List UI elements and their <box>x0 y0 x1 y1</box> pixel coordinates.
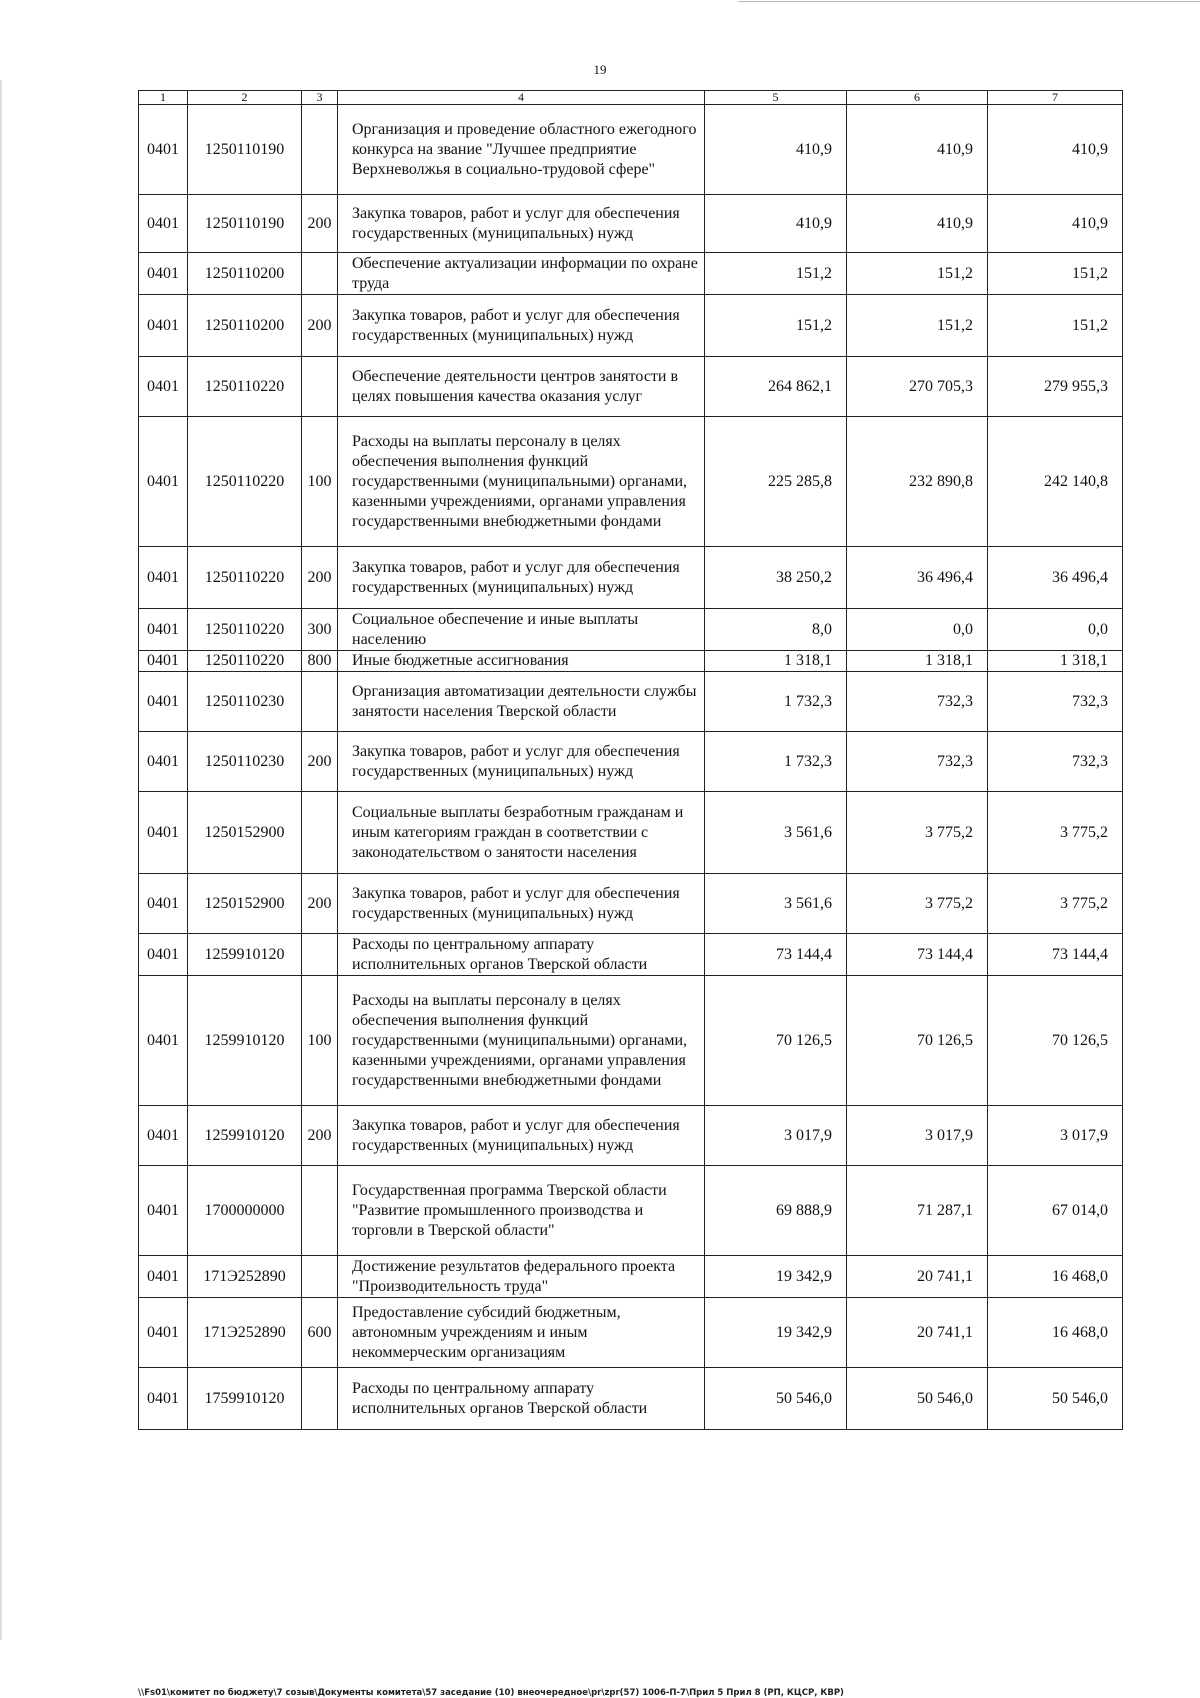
table-row <box>139 1166 1123 1256</box>
amount-year2-cell: 3 775,2 <box>847 874 988 934</box>
amount-year3-cell: 3 017,9 <box>988 1106 1123 1166</box>
csr-cell: 1250110220 <box>188 417 302 547</box>
amount-year3-cell: 410,9 <box>988 195 1123 253</box>
rz-cell: 0401 <box>139 1166 188 1256</box>
amount-year2-cell: 73 144,4 <box>847 934 988 976</box>
name-cell: Закупка товаров, работ и услуг для обеспечения государственных (муниципальных) нужд <box>338 874 705 934</box>
rz-cell: 0401 <box>139 609 188 651</box>
rz-cell: 0401 <box>139 195 188 253</box>
rz-cell: 0401 <box>139 357 188 417</box>
amount-year2-cell: 151,2 <box>847 253 988 295</box>
rz-cell: 0401 <box>139 1106 188 1166</box>
amount-year2-cell: 270 705,3 <box>847 357 988 417</box>
name-cell: Закупка товаров, работ и услуг для обеспечения государственных (муниципальных) нужд <box>338 195 705 253</box>
rz-cell: 0401 <box>139 651 188 672</box>
name-cell: Закупка товаров, работ и услуг для обеспечения государственных (муниципальных) нужд <box>338 295 705 357</box>
table-row <box>139 253 1123 295</box>
amount-year1-cell: 70 126,5 <box>705 976 847 1106</box>
amount-year2-cell: 732,3 <box>847 732 988 792</box>
column-number: 7 <box>988 91 1123 105</box>
amount-year2-cell: 410,9 <box>847 105 988 195</box>
rz-cell: 0401 <box>139 672 188 732</box>
amount-year3-cell: 732,3 <box>988 732 1123 792</box>
amount-year1-cell: 410,9 <box>705 195 847 253</box>
amount-year3-cell: 50 546,0 <box>988 1368 1123 1430</box>
column-number: 1 <box>139 91 188 105</box>
amount-year2-cell: 1 318,1 <box>847 651 988 672</box>
amount-year3-cell: 151,2 <box>988 295 1123 357</box>
table-row <box>139 547 1123 609</box>
table-row <box>139 651 1123 672</box>
table-row <box>139 609 1123 651</box>
name-cell: Организация автоматизации деятельности службы занятости населения Тверской области <box>338 672 705 732</box>
amount-year3-cell: 279 955,3 <box>988 357 1123 417</box>
budget-table-body <box>139 91 1123 1430</box>
amount-year3-cell: 3 775,2 <box>988 792 1123 874</box>
vr-cell <box>302 792 338 874</box>
amount-year1-cell: 1 732,3 <box>705 672 847 732</box>
column-number: 2 <box>188 91 302 105</box>
amount-year3-cell: 732,3 <box>988 672 1123 732</box>
rz-cell: 0401 <box>139 295 188 357</box>
csr-cell: 1250110220 <box>188 357 302 417</box>
vr-cell: 100 <box>302 417 338 547</box>
amount-year2-cell: 151,2 <box>847 295 988 357</box>
column-number: 5 <box>705 91 847 105</box>
rz-cell: 0401 <box>139 1256 188 1298</box>
csr-cell: 1259910120 <box>188 1106 302 1166</box>
column-number: 6 <box>847 91 988 105</box>
table-row <box>139 295 1123 357</box>
vr-cell: 200 <box>302 1106 338 1166</box>
csr-cell: 1250110230 <box>188 672 302 732</box>
name-cell: Обеспечение актуализации информации по охране труда <box>338 253 705 295</box>
amount-year2-cell: 410,9 <box>847 195 988 253</box>
table-row <box>139 934 1123 976</box>
table-row <box>139 672 1123 732</box>
csr-cell: 1250152900 <box>188 874 302 934</box>
name-cell: Обеспечение деятельности центров занятости в целях повышения качества оказания услуг <box>338 357 705 417</box>
amount-year3-cell: 70 126,5 <box>988 976 1123 1106</box>
vr-cell <box>302 1256 338 1298</box>
csr-cell: 1250110190 <box>188 195 302 253</box>
budget-table-container <box>138 90 1122 1430</box>
amount-year2-cell: 3 775,2 <box>847 792 988 874</box>
vr-cell <box>302 357 338 417</box>
amount-year1-cell: 3 561,6 <box>705 792 847 874</box>
column-number: 3 <box>302 91 338 105</box>
vr-cell: 100 <box>302 976 338 1106</box>
vr-cell <box>302 1368 338 1430</box>
rz-cell: 0401 <box>139 976 188 1106</box>
amount-year1-cell: 151,2 <box>705 253 847 295</box>
rz-cell: 0401 <box>139 732 188 792</box>
csr-cell: 1700000000 <box>188 1166 302 1256</box>
amount-year3-cell: 0,0 <box>988 609 1123 651</box>
csr-cell: 1250110220 <box>188 651 302 672</box>
name-cell: Расходы по центральному аппарату исполнительных органов Тверской области <box>338 934 705 976</box>
csr-cell: 1250110220 <box>188 609 302 651</box>
name-cell: Закупка товаров, работ и услуг для обеспечения государственных (муниципальных) нужд <box>338 1106 705 1166</box>
amount-year2-cell: 50 546,0 <box>847 1368 988 1430</box>
amount-year2-cell: 70 126,5 <box>847 976 988 1106</box>
table-row <box>139 732 1123 792</box>
vr-cell <box>302 934 338 976</box>
amount-year3-cell: 36 496,4 <box>988 547 1123 609</box>
column-number: 4 <box>338 91 705 105</box>
table-row <box>139 417 1123 547</box>
name-cell: Расходы на выплаты персоналу в целях обеспечения выполнения функций государственными (муниципальными) органами, казенными учреждениями, органами управления государственными внебюджетными фондами <box>338 417 705 547</box>
column-number-row <box>139 91 1123 105</box>
name-cell: Закупка товаров, работ и услуг для обеспечения государственных (муниципальных) нужд <box>338 732 705 792</box>
table-row <box>139 1256 1123 1298</box>
vr-cell <box>302 105 338 195</box>
amount-year2-cell: 20 741,1 <box>847 1256 988 1298</box>
rz-cell: 0401 <box>139 1298 188 1368</box>
csr-cell: 171Э252890 <box>188 1298 302 1368</box>
rz-cell: 0401 <box>139 105 188 195</box>
csr-cell: 171Э252890 <box>188 1256 302 1298</box>
name-cell: Расходы по центральному аппарату исполнительных органов Тверской области <box>338 1368 705 1430</box>
csr-cell: 1759910120 <box>188 1368 302 1430</box>
amount-year1-cell: 8,0 <box>705 609 847 651</box>
rz-cell: 0401 <box>139 253 188 295</box>
amount-year1-cell: 69 888,9 <box>705 1166 847 1256</box>
vr-cell: 800 <box>302 651 338 672</box>
csr-cell: 1259910120 <box>188 976 302 1106</box>
name-cell: Достижение результатов федерального проекта "Производительность труда" <box>338 1256 705 1298</box>
name-cell: Иные бюджетные ассигнования <box>338 651 705 672</box>
table-row <box>139 195 1123 253</box>
amount-year2-cell: 232 890,8 <box>847 417 988 547</box>
amount-year1-cell: 225 285,8 <box>705 417 847 547</box>
amount-year2-cell: 71 287,1 <box>847 1166 988 1256</box>
scan-edge <box>0 80 2 1640</box>
vr-cell <box>302 1166 338 1256</box>
top-edge-line <box>738 1 1200 2</box>
page-number: 19 <box>593 62 607 77</box>
amount-year3-cell: 73 144,4 <box>988 934 1123 976</box>
vr-cell: 200 <box>302 195 338 253</box>
table-row <box>139 1368 1123 1430</box>
table-row <box>139 874 1123 934</box>
amount-year1-cell: 73 144,4 <box>705 934 847 976</box>
name-cell: Государственная программа Тверской области "Развитие промышленного производства и торговли в Тверской области" <box>338 1166 705 1256</box>
amount-year3-cell: 16 468,0 <box>988 1298 1123 1368</box>
amount-year2-cell: 36 496,4 <box>847 547 988 609</box>
amount-year3-cell: 16 468,0 <box>988 1256 1123 1298</box>
name-cell: Предоставление субсидий бюджетным, автономным учреждениям и иным некоммерческим организациям <box>338 1298 705 1368</box>
vr-cell: 200 <box>302 547 338 609</box>
vr-cell: 200 <box>302 295 338 357</box>
amount-year2-cell: 3 017,9 <box>847 1106 988 1166</box>
amount-year3-cell: 151,2 <box>988 253 1123 295</box>
table-row <box>139 1298 1123 1368</box>
csr-cell: 1250110200 <box>188 253 302 295</box>
rz-cell: 0401 <box>139 934 188 976</box>
rz-cell: 0401 <box>139 547 188 609</box>
amount-year1-cell: 3 017,9 <box>705 1106 847 1166</box>
amount-year3-cell: 410,9 <box>988 105 1123 195</box>
vr-cell: 200 <box>302 732 338 792</box>
amount-year1-cell: 410,9 <box>705 105 847 195</box>
amount-year3-cell: 242 140,8 <box>988 417 1123 547</box>
vr-cell: 600 <box>302 1298 338 1368</box>
name-cell: Расходы на выплаты персоналу в целях обеспечения выполнения функций государственными (муниципальными) органами, казенными учреждениями, органами управления государственными внебюджетными фондами <box>338 976 705 1106</box>
footer-file-path: \\Fs01\комитет по бюджету\7 созыв\Документы комитета\57 заседание (10) внеочередное\pr\zpr(57) 1006-П-7\Прил 5 Прил 8 (РП, КЦСР, КВР) <box>138 1688 844 1698</box>
table-row <box>139 105 1123 195</box>
amount-year3-cell: 1 318,1 <box>988 651 1123 672</box>
table-row <box>139 792 1123 874</box>
vr-cell <box>302 672 338 732</box>
name-cell: Социальное обеспечение и иные выплаты населению <box>338 609 705 651</box>
vr-cell: 200 <box>302 874 338 934</box>
csr-cell: 1250110230 <box>188 732 302 792</box>
vr-cell: 300 <box>302 609 338 651</box>
amount-year1-cell: 3 561,6 <box>705 874 847 934</box>
rz-cell: 0401 <box>139 874 188 934</box>
amount-year1-cell: 38 250,2 <box>705 547 847 609</box>
name-cell: Социальные выплаты безработным гражданам и иным категориям граждан в соответствии с законодательством о занятости населения <box>338 792 705 874</box>
amount-year1-cell: 151,2 <box>705 295 847 357</box>
amount-year1-cell: 264 862,1 <box>705 357 847 417</box>
amount-year2-cell: 732,3 <box>847 672 988 732</box>
table-row <box>139 976 1123 1106</box>
amount-year1-cell: 1 318,1 <box>705 651 847 672</box>
csr-cell: 1250110190 <box>188 105 302 195</box>
amount-year2-cell: 20 741,1 <box>847 1298 988 1368</box>
csr-cell: 1259910120 <box>188 934 302 976</box>
csr-cell: 1250110220 <box>188 547 302 609</box>
vr-cell <box>302 253 338 295</box>
name-cell: Закупка товаров, работ и услуг для обеспечения государственных (муниципальных) нужд <box>338 547 705 609</box>
rz-cell: 0401 <box>139 417 188 547</box>
csr-cell: 1250110200 <box>188 295 302 357</box>
amount-year3-cell: 3 775,2 <box>988 874 1123 934</box>
csr-cell: 1250152900 <box>188 792 302 874</box>
budget-table <box>138 90 1123 1430</box>
table-row <box>139 1106 1123 1166</box>
amount-year1-cell: 50 546,0 <box>705 1368 847 1430</box>
amount-year2-cell: 0,0 <box>847 609 988 651</box>
name-cell: Организация и проведение областного ежегодного конкурса на звание "Лучшее предприятие Верхневолжья в социально-трудовой сфере" <box>338 105 705 195</box>
amount-year1-cell: 19 342,9 <box>705 1298 847 1368</box>
amount-year3-cell: 67 014,0 <box>988 1166 1123 1256</box>
amount-year1-cell: 1 732,3 <box>705 732 847 792</box>
table-row <box>139 357 1123 417</box>
rz-cell: 0401 <box>139 1368 188 1430</box>
rz-cell: 0401 <box>139 792 188 874</box>
amount-year1-cell: 19 342,9 <box>705 1256 847 1298</box>
